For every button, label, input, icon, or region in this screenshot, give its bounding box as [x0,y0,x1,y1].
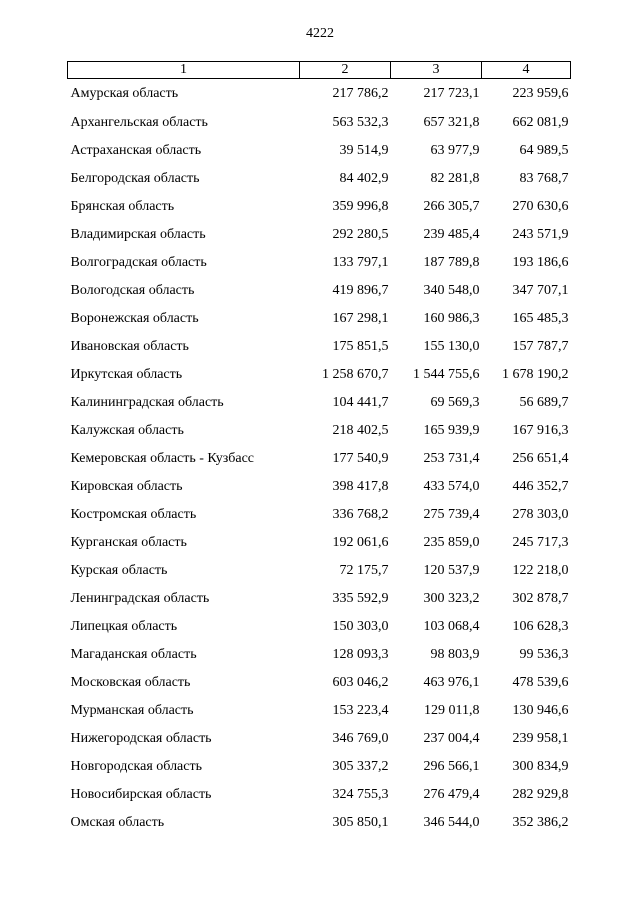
value-cell-col-4: 347 707,1 [512,283,569,298]
table-row [68,501,571,529]
region-name-cell: Новгородская область [70,759,202,774]
region-name-cell: Омская область [70,815,165,830]
column-header-1: 1 [68,62,300,79]
value-cell-col-4: 106 628,3 [512,619,569,634]
value-cell-col-3: 237 004,4 [423,731,480,746]
value-cell-col-2: 175 851,5 [332,339,389,354]
table-row [68,585,571,613]
table-row [68,361,571,389]
value-cell-col-4: 256 651,4 [512,451,569,466]
value-cell-col-2: 167 298,1 [332,311,389,326]
value-cell-col-3: 433 574,0 [423,479,480,494]
table-row [68,641,571,669]
value-cell-col-4: 300 834,9 [512,759,569,774]
value-cell-col-4: 662 081,9 [512,115,569,130]
value-cell-col-3: 187 789,8 [423,255,480,270]
value-cell-col-2: 128 093,3 [332,647,389,662]
value-cell-col-2: 39 514,9 [339,143,389,158]
region-name-cell: Мурманская область [70,703,194,718]
value-cell-col-3: 120 537,9 [423,563,480,578]
value-cell-col-3: 103 068,4 [423,619,480,634]
region-name-cell: Белгородская область [70,171,200,186]
table-row [68,669,571,697]
value-cell-col-3: 657 321,8 [423,115,480,130]
value-cell-col-4: 478 539,6 [512,675,569,690]
value-cell-col-2: 603 046,2 [332,675,389,690]
value-cell-col-2: 398 417,8 [332,479,389,494]
value-cell-col-4: 270 630,6 [512,199,569,214]
value-cell-col-3: 239 485,4 [423,227,480,242]
table-row [68,305,571,333]
value-cell-col-2: 72 175,7 [339,563,389,578]
table-row [68,277,571,305]
region-name-cell: Московская область [70,675,191,690]
region-name-cell: Кемеровская область - Кузбасс [70,451,255,466]
region-name-cell: Иркутская область [70,367,183,382]
table-row [68,249,571,277]
value-cell-col-3: 266 305,7 [423,199,480,214]
table-row [68,725,571,753]
value-cell-col-2: 192 061,6 [332,535,389,550]
value-cell-col-3: 296 566,1 [423,759,480,774]
table-row [68,165,571,193]
value-cell-col-3: 275 739,4 [423,507,480,522]
value-cell-col-2: 305 337,2 [332,759,389,774]
value-cell-col-4: 223 959,6 [512,86,569,101]
table-row [68,389,571,417]
value-cell-col-2: 150 303,0 [332,619,389,634]
table-row [68,753,571,781]
value-cell-col-4: 282 929,8 [512,787,569,802]
value-cell-col-2: 563 532,3 [332,115,389,130]
table-row [68,221,571,249]
value-cell-col-4: 446 352,7 [512,479,569,494]
column-header-2: 2 [300,62,391,79]
value-cell-col-3: 69 569,3 [430,395,480,410]
value-cell-col-4: 165 485,3 [512,311,569,326]
region-name-cell: Магаданская область [70,647,197,662]
value-cell-col-4: 352 386,2 [512,815,569,830]
table-row [68,445,571,473]
region-name-cell: Костромская область [70,507,197,522]
data-table [67,61,571,837]
region-name-cell: Ивановская область [70,339,189,354]
value-cell-col-4: 1 678 190,2 [502,367,569,382]
value-cell-col-3: 82 281,8 [430,171,480,186]
value-cell-col-4: 122 218,0 [512,563,569,578]
region-name-cell: Вологодская область [70,283,195,298]
value-cell-col-2: 133 797,1 [332,255,389,270]
value-cell-col-4: 302 878,7 [512,591,569,606]
region-name-cell: Владимирская область [70,227,206,242]
region-name-cell: Калужская область [70,423,184,438]
region-name-cell: Архангельская область [70,115,208,130]
value-cell-col-4: 239 958,1 [512,731,569,746]
value-cell-col-3: 155 130,0 [423,339,480,354]
table-row [68,109,571,137]
table-row [68,697,571,725]
value-cell-col-2: 346 769,0 [332,731,389,746]
value-cell-col-2: 153 223,4 [332,703,389,718]
value-cell-col-4: 193 186,6 [512,255,569,270]
value-cell-col-4: 278 303,0 [512,507,569,522]
column-header-3: 3 [391,62,482,79]
header-row [68,62,571,79]
table-row [68,613,571,641]
region-name-cell: Калининградская область [70,395,224,410]
table-row [68,417,571,445]
value-cell-col-2: 336 768,2 [332,507,389,522]
region-name-cell: Брянская область [70,199,175,214]
region-name-cell: Ленинградская область [70,591,210,606]
value-cell-col-3: 253 731,4 [423,451,480,466]
page-number: 4222 [306,26,334,41]
column-header-4: 4 [482,62,571,79]
value-cell-col-3: 160 986,3 [423,311,480,326]
value-cell-col-3: 300 323,2 [423,591,480,606]
table-row [68,137,571,165]
table-row [68,79,571,110]
value-cell-col-3: 63 977,9 [430,143,480,158]
value-cell-col-4: 243 571,9 [512,227,569,242]
value-cell-col-3: 98 803,9 [430,647,480,662]
value-cell-col-2: 335 592,9 [332,591,389,606]
region-name-cell: Новосибирская область [70,787,212,802]
value-cell-col-3: 129 011,8 [424,703,480,718]
table-body [68,79,571,838]
value-cell-col-4: 56 689,7 [519,395,569,410]
region-name-cell: Липецкая область [70,619,178,634]
value-cell-col-4: 245 717,3 [512,535,569,550]
table-row [68,781,571,809]
value-cell-col-4: 64 989,5 [519,143,569,158]
value-cell-col-4: 130 946,6 [512,703,569,718]
region-name-cell: Курская область [70,563,168,578]
value-cell-col-2: 419 896,7 [332,283,389,298]
region-name-cell: Астраханская область [70,143,202,158]
value-cell-col-3: 346 544,0 [423,815,480,830]
value-cell-col-2: 177 540,9 [332,451,389,466]
region-name-cell: Амурская область [70,86,179,101]
table-row [68,529,571,557]
value-cell-col-3: 165 939,9 [423,423,480,438]
value-cell-col-2: 218 402,5 [332,423,389,438]
value-cell-col-4: 167 916,3 [512,423,569,438]
value-cell-col-2: 217 786,2 [332,86,389,101]
value-cell-col-3: 276 479,4 [423,787,480,802]
value-cell-col-4: 157 787,7 [512,339,569,354]
value-cell-col-2: 292 280,5 [332,227,389,242]
value-cell-col-3: 340 548,0 [423,283,480,298]
region-name-cell: Волгоградская область [70,255,207,270]
value-cell-col-2: 324 755,3 [332,787,389,802]
table-row [68,193,571,221]
value-cell-col-2: 359 996,8 [332,199,389,214]
region-name-cell: Воронежская область [70,311,199,326]
value-cell-col-2: 84 402,9 [339,171,389,186]
value-cell-col-3: 1 544 755,6 [413,367,480,382]
value-cell-col-2: 104 441,7 [332,395,389,410]
region-name-cell: Нижегородская область [70,731,212,746]
value-cell-col-3: 463 976,1 [423,675,480,690]
region-name-cell: Курганская область [70,535,187,550]
value-cell-col-2: 1 258 670,7 [322,367,389,382]
value-cell-col-3: 217 723,1 [423,86,480,101]
table-row [68,333,571,361]
table-row [68,557,571,585]
value-cell-col-3: 235 859,0 [423,535,480,550]
table-header [68,62,571,79]
region-name-cell: Кировская область [70,479,183,494]
table-row [68,809,571,837]
value-cell-col-2: 305 850,1 [332,815,389,830]
table-row [68,473,571,501]
value-cell-col-4: 83 768,7 [519,171,569,186]
value-cell-col-4: 99 536,3 [519,647,569,662]
